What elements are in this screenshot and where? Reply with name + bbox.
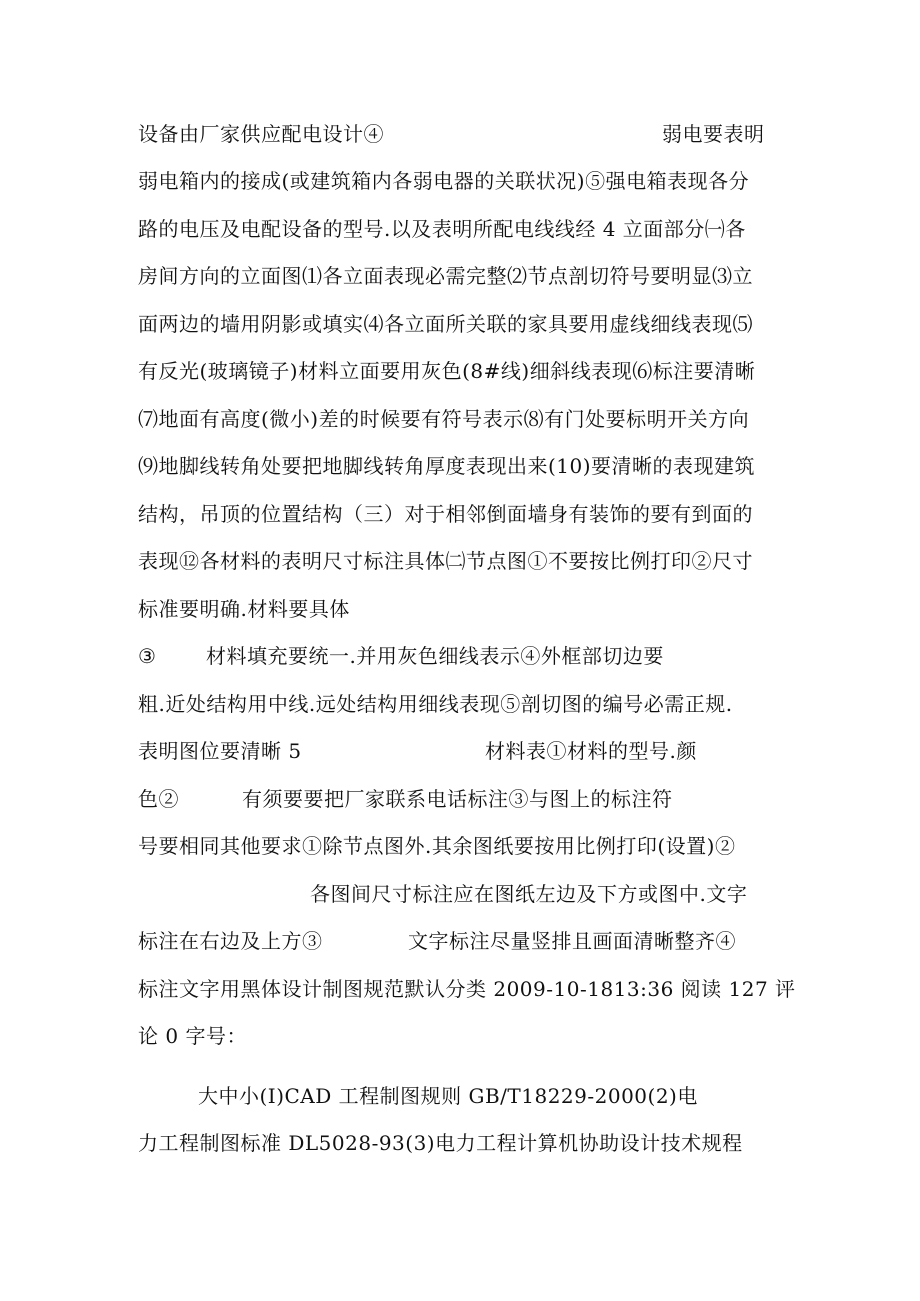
text-line-13: 粗.近处结构用中线.远处结构用细线表现⑤剖切图的编号必需正规. [138,692,733,716]
text-line-9: 结构，吊顶的位置结构（三）对于相邻倒面墙身有装饰的要有到面的 [138,502,753,526]
text-line-17: 各图间尺寸标注应在图纸左边及下方或图中.文字 [310,882,748,906]
text-line-19: 标注文字用黑体设计制图规范默认分类 2009-10-1813:36 阅读 127 评 [138,977,796,1001]
text-line-16: 号要相同其他要求①除节点图外.其余图纸要按用比例打印(设置)② [138,834,736,858]
text-segment: 标注在右边及上方③ [138,929,323,953]
text-line-20: 论 0 字号： [138,1024,247,1048]
text-segment: 材料填充要统一.并用灰色细线表示④外框部切边要 [206,644,664,668]
text-segment: 有须要要把厂家联系电话标注③与图上的标注符 [242,787,673,811]
text-line-10: 表现⑫各材料的表明尺寸标注具体㈡节点图①不要按比例打印②尺寸 [138,549,753,573]
text-segment: 色② [138,787,179,811]
text-line-8: ⑼地脚线转角处要把地脚线转角厚度表现出来(10)要清晰的表现建筑 [138,454,756,478]
text-segment: 表明图位要清晰 5 [138,739,302,763]
text-line-5: 面两边的墙用阴影或填实⑷各立面所关联的家具要用虚线细线表现⑸ [138,312,753,336]
text-line-21: 大中小(I)CAD 工程制图规则 GB/T18229-2000(2)电 [198,1084,698,1108]
text-segment: ③ [138,644,157,668]
text-segment: 材料表①材料的型号.颜 [485,739,697,763]
text-line-22: 力工程制图标准 DL5028-93(3)电力工程计算机协助设计技术规程 [138,1131,743,1155]
text-line-2: 弱电箱内的接成(或建筑箱内各弱电器的关联状况)⑤强电箱表现各分 [138,169,750,193]
text-line-4: 房间方向的立面图⑴各立面表现必需完整⑵节点剖切符号要明显⑶立 [138,264,753,288]
text-line-6: 有反光(玻璃镜子)材料立面要用灰色(8#线)细斜线表现⑹标注要清晰 [138,359,756,383]
text-segment: 文字标注尽量竖排且画面清晰整齐④ [408,929,736,953]
text-line-7: ⑺地面有高度(微小)差的时候要有符号表示⑻有门处要标明开关方向 [138,407,750,431]
text-line-3: 路的电压及电配设备的型号.以及表明所配电线线经 4 立面部分㈠各 [138,217,746,241]
text-line-11: 标准要明确.材料要具体 [138,597,350,621]
text-segment: 弱电要表明 [662,122,765,146]
text-segment: 设备由厂家供应配电设计④ [138,122,384,146]
